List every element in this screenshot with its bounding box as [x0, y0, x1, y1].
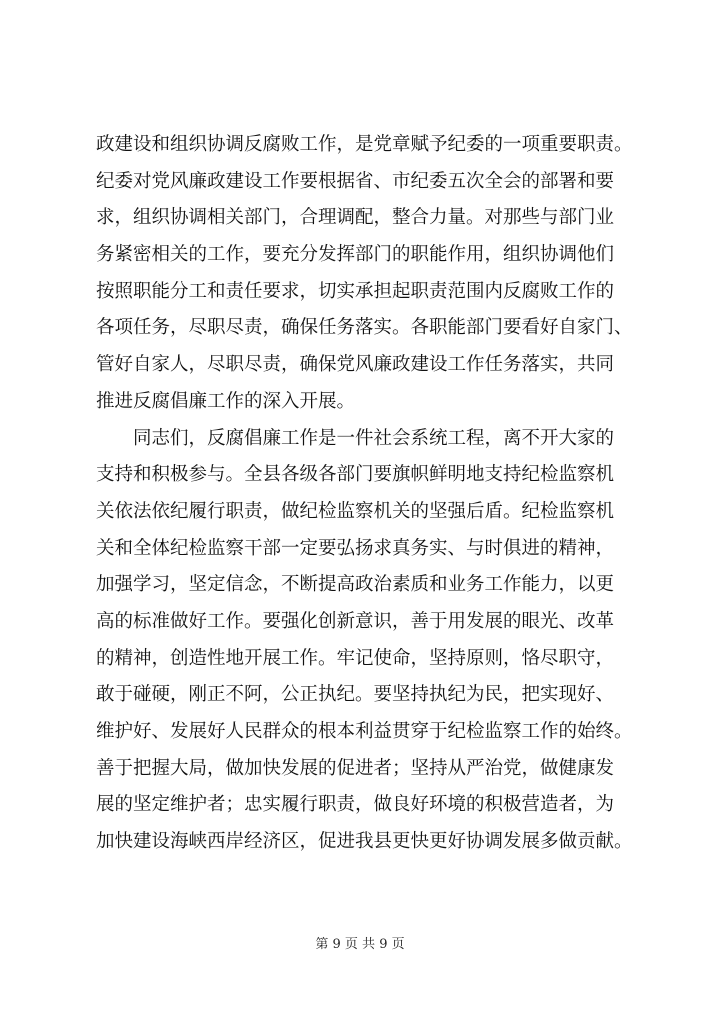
text-line: 展的坚定维护者；忠实履行职责，做良好环境的积极营造者，为: [96, 794, 615, 816]
text-line: 政建设和组织协调反腐败工作，是党章赋予纪委的一项重要职责。: [96, 134, 633, 155]
text-line: 高的标准做好工作。要强化创新意识，善于用发展的眼光、改革: [96, 610, 615, 632]
text-line: 各项任务，尽职尽责，确保任务落实。各职能部门要看好自家门、: [96, 317, 633, 339]
text-line: 按照职能分工和责任要求，切实承担起职责范围内反腐败工作的: [96, 280, 615, 302]
text-line: 善于把握大局，做加快发展的促进者；坚持从严治党，做健康发: [96, 757, 615, 779]
text-line: 的精神，创造性地开展工作。牢记使命，坚持原则，恪尽职守，: [96, 647, 615, 669]
text-line: 务紧密相关的工作，要充分发挥部门的职能作用，组织协调他们: [96, 244, 615, 266]
text-line: 关依法依纪履行职责，做纪检监察机关的坚强后盾。纪检监察机: [96, 500, 615, 522]
text-line: 求，组织协调相关部门，合理调配，整合力量。对那些与部门业: [96, 207, 615, 229]
text-line: 关和全体纪检监察干部一定要弘扬求真务实、与时俱进的精神，: [96, 537, 615, 559]
text-line: 支持和积极参与。全县各级各部门要旗帜鲜明地支持纪检监察机: [96, 464, 615, 486]
text-line: 加强学习，坚定信念，不断提高政治素质和业务工作能力，以更: [96, 574, 615, 596]
text-line: 管好自家人，尽职尽责，确保党风廉政建设工作任务落实，共同: [96, 354, 615, 376]
text-line: 同志们，反腐倡廉工作是一件社会系统工程，离不开大家的: [96, 427, 615, 449]
text-line: 推进反腐倡廉工作的深入开展。: [96, 390, 356, 412]
text-line: 敢于碰硬，刚正不阿，公正执纪。要坚持执纪为民，把实现好、: [96, 684, 615, 706]
text-line: 纪委对党风廉政建设工作要根据省、市纪委五次全会的部署和要: [96, 170, 615, 192]
text-line: 加快建设海峡西岸经济区，促进我县更快更好协调发展多做贡献。: [96, 831, 633, 853]
body-text: [96, 127, 676, 861]
page-number-footer: 第 9 页 共 9 页: [315, 937, 405, 952]
text-line: 维护好、发展好人民群众的根本利益贯穿于纪检监察工作的始终。: [96, 721, 633, 742]
